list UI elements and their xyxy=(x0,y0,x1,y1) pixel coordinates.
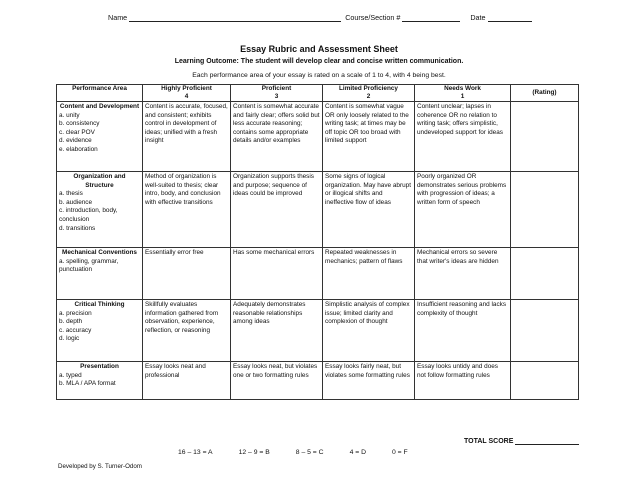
area-title: Critical Thinking xyxy=(74,301,125,308)
criteria-cell: Essay looks neat, but violates one or two formatting rules xyxy=(231,362,323,400)
grade-scale xyxy=(178,449,408,456)
rating-cell[interactable] xyxy=(511,102,579,172)
criteria-cell: Adequately demonstrates reasonable relationships among ideas xyxy=(231,300,323,362)
total-score-blank[interactable] xyxy=(515,437,579,445)
area-title: Organization and Structure xyxy=(73,173,126,189)
criteria-cell: Simplistic analysis of complex issue; limited clarity and complexion of thought xyxy=(323,300,415,362)
rating-cell[interactable] xyxy=(511,248,579,300)
criteria-cell: Essay looks fairly neat, but violates some formatting rules xyxy=(323,362,415,400)
name-label: Name xyxy=(108,13,128,22)
learning-outcome: Learning Outcome: The student will develop clear and concise written communication. xyxy=(174,58,464,65)
area-cell: Organization and Structure a. thesis b. audience c. introduction, body, conclusion d. transitions xyxy=(57,172,143,248)
area-cell: Critical Thinking a. precision b. depth c. accuracy d. logic xyxy=(57,300,143,362)
criteria-cell: Organization supports thesis and purpose; sequence of ideas could be improved xyxy=(231,172,323,248)
header-line xyxy=(108,13,548,22)
total-score xyxy=(464,437,581,445)
criteria-cell: Content is accurate, focused, and consistent; exhibits control in development of ideas; unified with a fresh insight xyxy=(143,102,231,172)
grade-scale-item: 8 – 5 = C xyxy=(295,449,324,456)
rating-cell[interactable] xyxy=(511,172,579,248)
criteria-cell: Poorly organized OR demonstrates serious problems with progression of ideas; a written form of speech xyxy=(415,172,511,248)
criteria-cell: Content unclear; lapses in coherence OR no relation to writing task; offers simplistic, undeveloped support for ideas xyxy=(415,102,511,172)
criteria-cell: Mechanical errors so severe that writer's ideas are hidden xyxy=(415,248,511,300)
area-cell: Mechanical Conventions a. spelling, grammar, punctuation xyxy=(57,248,143,300)
rating-cell[interactable] xyxy=(511,300,579,362)
criteria-cell: Insufficient reasoning and lacks complexity of thought xyxy=(415,300,511,362)
col-limited-proficiency: Limited Proficiency 2 xyxy=(323,85,415,102)
area-cell: Content and Development a. unity b. consistency c. clear POV d. evidence e. elaboration xyxy=(57,102,143,172)
date-blank[interactable] xyxy=(488,14,532,22)
area-title: Presentation xyxy=(80,363,119,370)
table-row xyxy=(57,300,579,362)
course-label: Course/Section # xyxy=(345,13,401,22)
date-label: Date xyxy=(470,13,486,22)
rating-cell[interactable] xyxy=(511,362,579,400)
area-cell: Presentation a. typed b. MLA / APA format xyxy=(57,362,143,400)
col-rating: (Rating) xyxy=(511,85,579,102)
criteria-cell: Essay looks neat and professional xyxy=(143,362,231,400)
course-blank[interactable] xyxy=(402,14,460,22)
grade-scale-item: 4 = D xyxy=(349,449,366,456)
table-row xyxy=(57,362,579,400)
area-title: Content and Development xyxy=(59,103,140,110)
name-blank[interactable] xyxy=(129,14,341,22)
total-score-label: TOTAL SCORE xyxy=(464,438,514,445)
grade-scale-item: 12 – 9 = B xyxy=(238,449,270,456)
criteria-cell: Method of organization is well-suited to thesis; clear intro, body, and conclusion with effective transitions xyxy=(143,172,231,248)
instructions: Each performance area of your essay is rated on a scale of 1 to 4, with 4 being best. xyxy=(192,72,446,79)
criteria-cell: Repeated weaknesses in mechanics; pattern of flaws xyxy=(323,248,415,300)
table-row xyxy=(57,248,579,300)
criteria-cell: Essentially error free xyxy=(143,248,231,300)
area-title: Mechanical Conventions xyxy=(62,249,137,256)
grade-scale-item: 0 = F xyxy=(392,449,408,456)
col-proficient: Proficient 3 xyxy=(231,85,323,102)
criteria-cell: Has some mechanical errors xyxy=(231,248,323,300)
grade-scale-item: 16 – 13 = A xyxy=(178,449,213,456)
criteria-cell: Some signs of logical organization. May have abrupt or illogical shifts and ineffective flow of ideas xyxy=(323,172,415,248)
col-performance-area: Performance Area xyxy=(57,85,143,102)
col-needs-work: Needs Work 1 xyxy=(415,85,511,102)
table-row xyxy=(57,172,579,248)
criteria-cell: Content is somewhat vague OR only loosely related to the writing task; at times may be off topic OR too broad with limited support xyxy=(323,102,415,172)
criteria-cell: Essay looks untidy and does not follow formatting rules xyxy=(415,362,511,400)
criteria-cell: Content is somewhat accurate and fairly clear; offers solid but less accurate reasoning; contains some appropriate details and/or examples xyxy=(231,102,323,172)
page-title: Essay Rubric and Assessment Sheet xyxy=(240,44,398,54)
criteria-cell: Skillfully evaluates information gathered from observation, experience, reflection, or reasoning xyxy=(143,300,231,362)
rubric-table xyxy=(56,84,579,400)
table-row xyxy=(57,102,579,172)
col-highly-proficient: Highly Proficient 4 xyxy=(143,85,231,102)
header-row xyxy=(57,85,579,102)
credit-line: Developed by S. Turner-Odom xyxy=(58,463,142,470)
